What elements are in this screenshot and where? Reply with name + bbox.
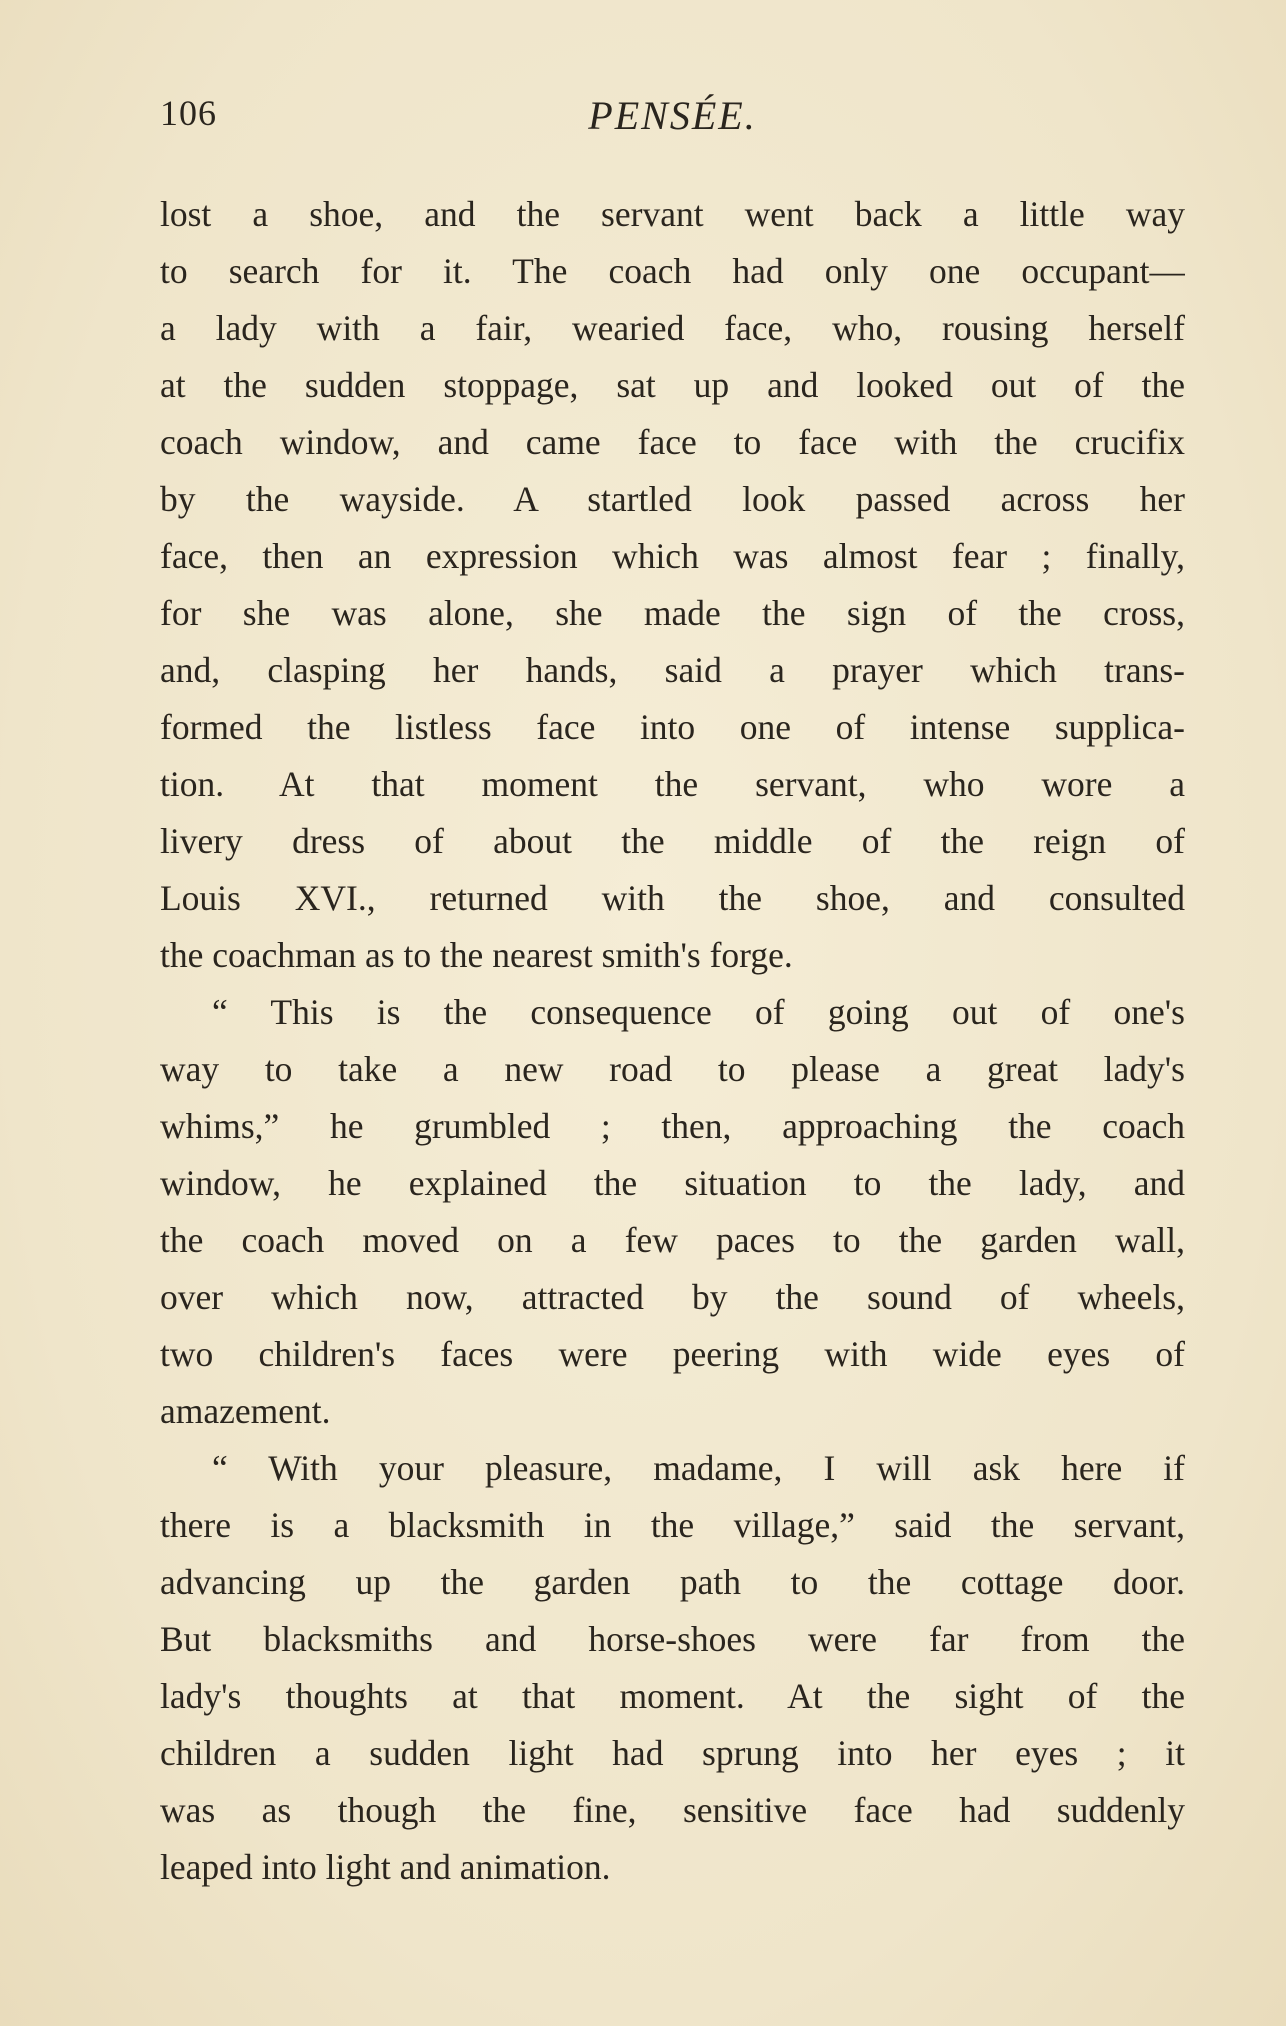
text-line: the coach moved on a few paces to the garden wall, — [160, 1220, 1185, 1260]
text-line: over which now, attracted by the sound of wheels, — [160, 1277, 1185, 1317]
text-line: lady's thoughts at that moment. At the sight of the — [160, 1676, 1185, 1716]
text-line: two children's faces were peering with wide eyes of — [160, 1334, 1185, 1374]
text-line: and, clasping her hands, said a prayer which trans- — [160, 650, 1185, 690]
text-line: way to take a new road to please a great lady's — [160, 1049, 1185, 1089]
text-line: was as though the fine, sensitive face had suddenly — [160, 1790, 1185, 1830]
text-line: the coachman as to the nearest smith's forge. — [160, 935, 793, 975]
text-line: lost a shoe, and the servant went back a little way — [160, 194, 1185, 234]
text-line: amazement. — [160, 1391, 331, 1431]
page-number: 106 — [160, 93, 217, 133]
text-line: by the wayside. A startled look passed across her — [160, 479, 1185, 519]
text-line: window, he explained the situation to the lady, and — [160, 1163, 1185, 1203]
text-line: for she was alone, she made the sign of the cross, — [160, 593, 1185, 633]
text-line: a lady with a fair, wearied face, who, rousing herself — [160, 308, 1185, 348]
text-line: whims,” he grumbled ; then, approaching the coach — [160, 1106, 1185, 1146]
text-line: tion. At that moment the servant, who wore a — [160, 764, 1185, 804]
text-line: to search for it. The coach had only one occupant— — [160, 251, 1185, 291]
text-line: livery dress of about the middle of the reign of — [160, 821, 1185, 861]
text-line: face, then an expression which was almost fear ; finally, — [160, 536, 1185, 576]
text-line: children a sudden light had sprung into her eyes ; it — [160, 1733, 1185, 1773]
text-line: leaped into light and animation. — [160, 1847, 611, 1887]
text-line: at the sudden stoppage, sat up and looked out of the — [160, 365, 1185, 405]
text-line: Louis XVI., returned with the shoe, and consulted — [160, 878, 1185, 918]
text-line: coach window, and came face to face with the crucifix — [160, 422, 1185, 462]
text-line: formed the listless face into one of intense supplica- — [160, 707, 1185, 747]
text-line: But blacksmiths and horse-shoes were far from the — [160, 1619, 1185, 1659]
body-text — [160, 186, 1185, 1896]
text-line: advancing up the garden path to the cottage door. — [160, 1562, 1185, 1602]
page-header — [160, 92, 1185, 142]
running-title: PENSÉE. — [588, 93, 757, 138]
text-line: there is a blacksmith in the village,” said the servant, — [160, 1505, 1185, 1545]
paragraph-first-line: “ With your pleasure, madame, I will ask here if — [212, 1448, 1185, 1488]
paragraph-first-line: “ This is the consequence of going out of one's — [212, 992, 1185, 1032]
